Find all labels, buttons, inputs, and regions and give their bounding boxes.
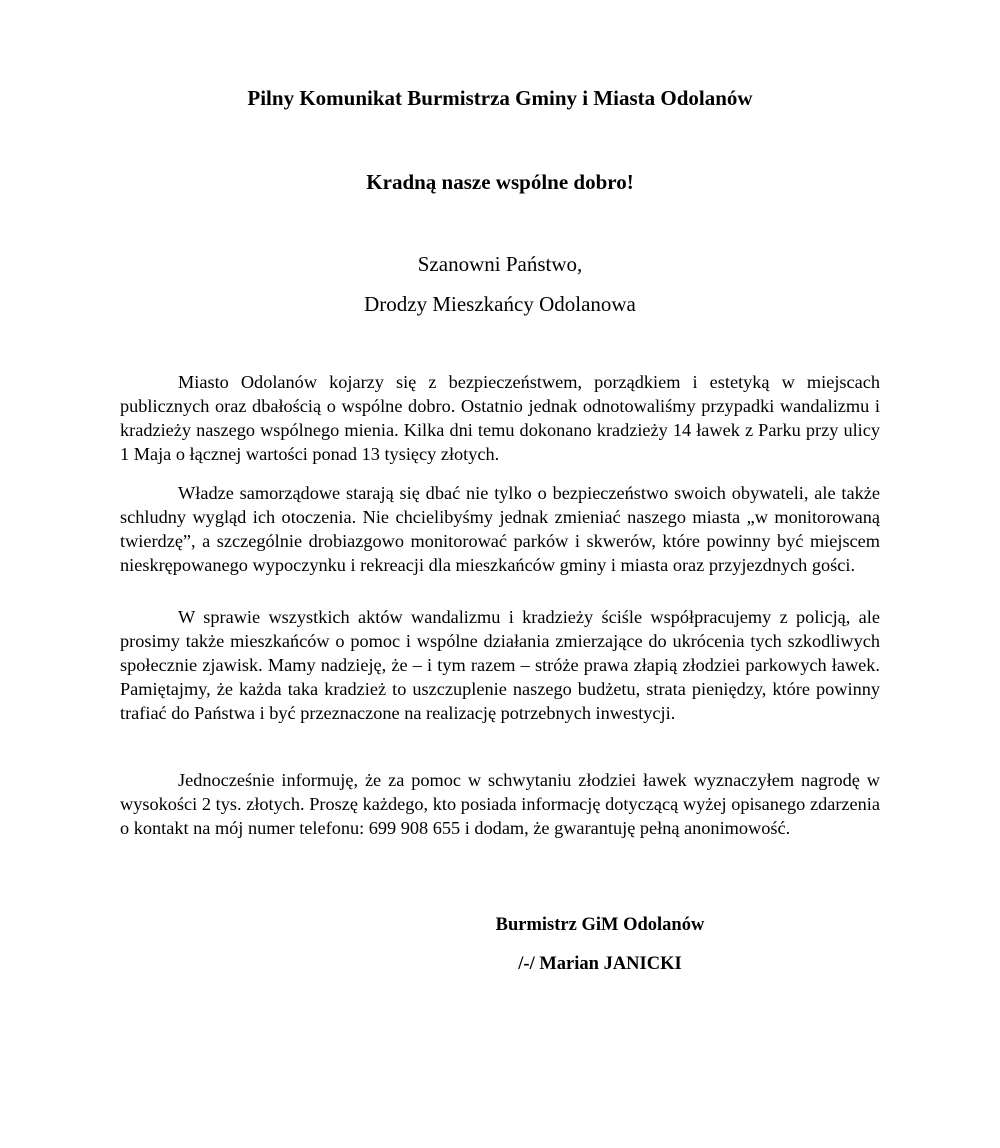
paragraph-text: Jednocześnie informuję, że za pomoc w schwytaniu złodziei ławek wyznaczyłem nagrodę w wysokości 2 tys. złotych. Proszę każdego, kto posiada informację dotyczącą wyżej opisanego zdarzenia o kontakt na mój numer telefonu: 699 908 655 i dodam, że gwarantuję pełną anonimowość. (120, 770, 880, 838)
paragraph-2 (120, 481, 880, 577)
signature-title: Burmistrz GiM Odolanów (495, 915, 705, 935)
paragraph-4 (120, 768, 880, 840)
paragraph-1 (120, 370, 880, 466)
paragraph-text: W sprawie wszystkich aktów wandalizmu i kradzieży ściśle współpracujemy z policją, ale prosimy także mieszkańców o pomoc i wspólne działania zmierzające do ukrócenia tych szkodliwych społecznie zjawisk. Mamy nadzieję, że – i tym razem – stróże prawa złapią złodziei parkowych ławek. Pamiętajmy, że każda taka kradzież to uszczuplenie naszego budżetu, strata pieniędzy, które powinny trafiać do Państwa i być przeznaczone na realizację potrzebnych inwestycji. (120, 607, 880, 723)
paragraph-text: Miasto Odolanów kojarzy się z bezpieczeństwem, porządkiem i estetyką w miejscach publicznych oraz dbałością o wspólne dobro. Ostatnio jednak odnotowaliśmy przypadki wandalizmu i kradzieży naszego wspólnego mienia. Kilka dni temu dokonano kradzieży 14 ławek z Parku przy ulicy 1 Maja o łącznej wartości ponad 13 tysięcy złotych. (120, 372, 880, 464)
paragraph-3 (120, 605, 880, 725)
greeting-line-1: Szanowni Państwo, (417, 252, 583, 276)
signature-name: /-/ Marian JANICKI (518, 954, 682, 974)
greeting-line-2: Drodzy Mieszkańcy Odolanowa (364, 292, 636, 316)
paragraph-text: Władze samorządowe starają się dbać nie tylko o bezpieczeństwo swoich obywateli, ale także schludny wygląd ich otoczenia. Nie chcielibyśmy jednak zmieniać naszego miasta „w monitorowaną twierdzę”, a szczególnie drobiazgowo monitorować parków i skwerów, które powinny być miejscem nieskrępowanego wypoczynku i rekreacji dla mieszkańców gminy i miasta oraz przyjezdnych gości. (120, 483, 880, 575)
document-title: Pilny Komunikat Burmistrza Gminy i Miasta Odolanów (247, 86, 753, 110)
document-subtitle: Kradną nasze wspólne dobro! (366, 170, 634, 194)
